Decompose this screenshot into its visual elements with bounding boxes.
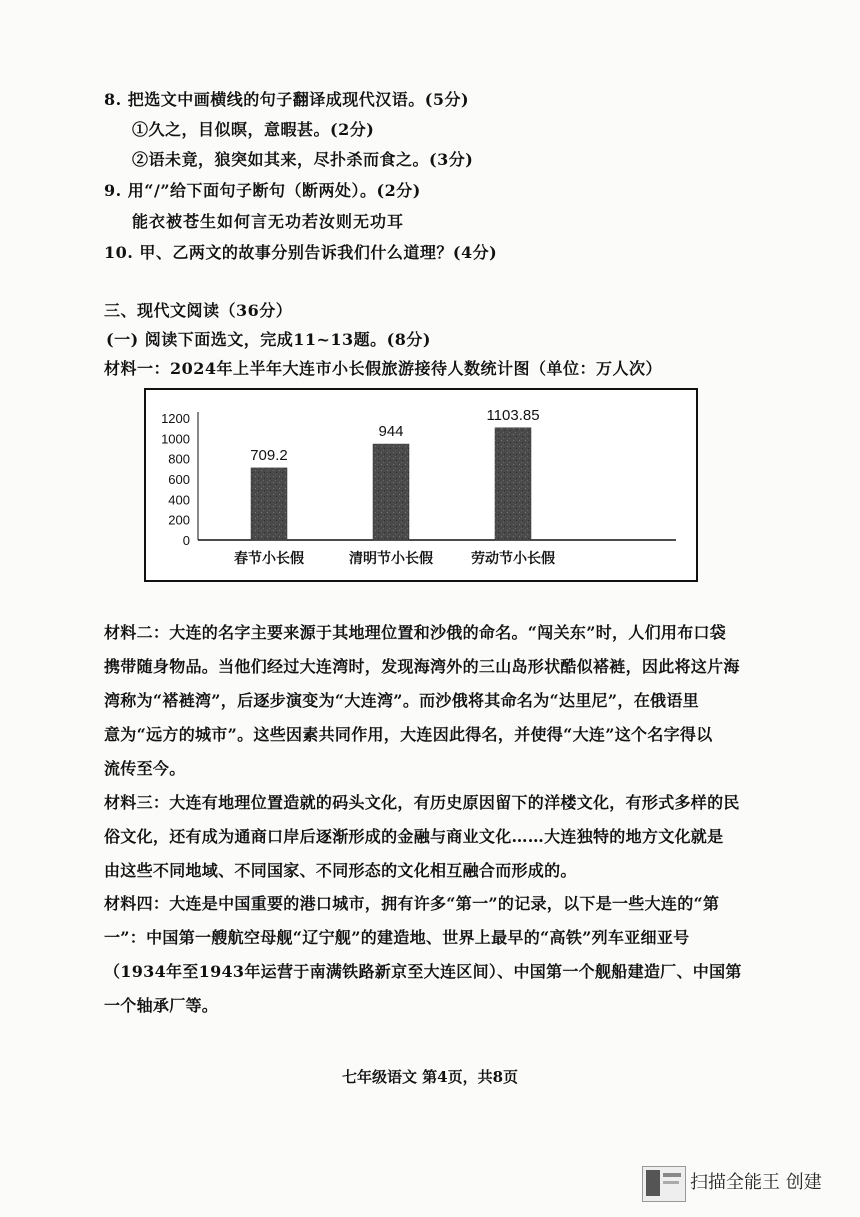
- y-tick-label: 400: [168, 492, 190, 508]
- bar: [373, 444, 409, 540]
- bar: [495, 428, 531, 540]
- y-tick-label: 1000: [161, 431, 190, 447]
- bar: [251, 468, 287, 540]
- question-8-item-2: ②语未竟，狼突如其来，尽扑杀而食之。(3分): [132, 150, 474, 169]
- scanner-logo-icon: [642, 1166, 686, 1202]
- data-label: 709.2: [250, 446, 288, 464]
- question-9-text: 能衣被苍生如何言无功若汝则无功耳: [132, 212, 405, 231]
- material-4-line: 一”：中国第一艘航空母舰“辽宁舰”的建造地、世界上最早的“高铁”列车亚细亚号: [104, 928, 690, 947]
- scanner-watermark: 扫描全能王 创建: [690, 1172, 822, 1193]
- x-tick-label: 春节小长假: [234, 551, 304, 567]
- y-tick-label: 0: [182, 533, 190, 548]
- data-label: 1103.85: [486, 406, 540, 424]
- part-1-instruction: (一) 阅读下面选文，完成11~13题。(8分): [106, 330, 431, 349]
- material-3-line: 由这些不同地域、不同国家、不同形态的文化相互融合而形成的。: [104, 861, 577, 880]
- question-9: 9. 用“/”给下面句子断句（断两处）。(2分): [104, 181, 421, 200]
- material-2: [104, 616, 756, 786]
- bar-chart: [144, 388, 698, 582]
- material-3-line: 俗文化，还有成为通商口岸后逐渐形成的金融与商业文化……大连独特的地方文化就是: [104, 827, 724, 846]
- material-4-line: 一个轴承厂等。: [104, 996, 219, 1015]
- material-2-line: 携带随身物品。当他们经过大连湾时，发现海湾外的三山岛形状酷似褡裢，因此将这片海: [104, 657, 740, 676]
- y-tick-label: 600: [168, 472, 190, 487]
- x-tick-label: 清明节小长假: [349, 551, 433, 567]
- question-8-item-1: ①久之，目似暝，意暇甚。(2分): [132, 120, 375, 139]
- material-1-caption: 材料一：2024年上半年大连市小长假旅游接待人数统计图（单位：万人次）: [104, 359, 663, 378]
- material-4-line: 材料四：大连是中国重要的港口城市，拥有许多“第一”的记录，以下是一些大连的“第: [104, 894, 720, 913]
- y-tick-label: 200: [168, 512, 190, 528]
- page-footer: 七年级语文 第4页，共8页: [341, 1068, 519, 1086]
- question-10: 10. 甲、乙两文的故事分别告诉我们什么道理？(4分): [104, 243, 498, 262]
- material-2-line: 意为“远方的城市”。这些因素共同作用，大连因此得名，并使得“大连”这个名字得以: [104, 725, 713, 744]
- material-4-line: （1934年至1943年运营于南满铁路新京至大连区间）、中国第一个舰船建造厂、中国第: [104, 962, 742, 981]
- bar-chart-svg: [146, 390, 696, 580]
- material-4: [104, 887, 756, 1023]
- material-3-line: 材料三：大连有地理位置造就的码头文化，有历史原因留下的洋楼文化，有形式多样的民: [104, 793, 740, 812]
- section-3-title: 三、现代文阅读（36分）: [104, 301, 293, 320]
- y-tick-label: 1200: [161, 411, 190, 426]
- material-2-line: 湾称为“褡裢湾”，后逐步演变为“大连湾”。而沙俄将其命名为“达里尼”，在俄语里: [104, 691, 699, 710]
- data-label: 944: [378, 423, 404, 441]
- question-8: 8. 把选文中画横线的句子翻译成现代汉语。(5分): [104, 90, 470, 109]
- material-2-line: 材料二：大连的名字主要来源于其地理位置和沙俄的命名。“闯关东”时，人们用布口袋: [104, 623, 727, 642]
- material-2-line: 流传至今。: [104, 759, 186, 778]
- y-tick-label: 800: [168, 451, 190, 467]
- x-tick-label: 劳动节小长假: [471, 551, 555, 567]
- material-3: [104, 786, 756, 888]
